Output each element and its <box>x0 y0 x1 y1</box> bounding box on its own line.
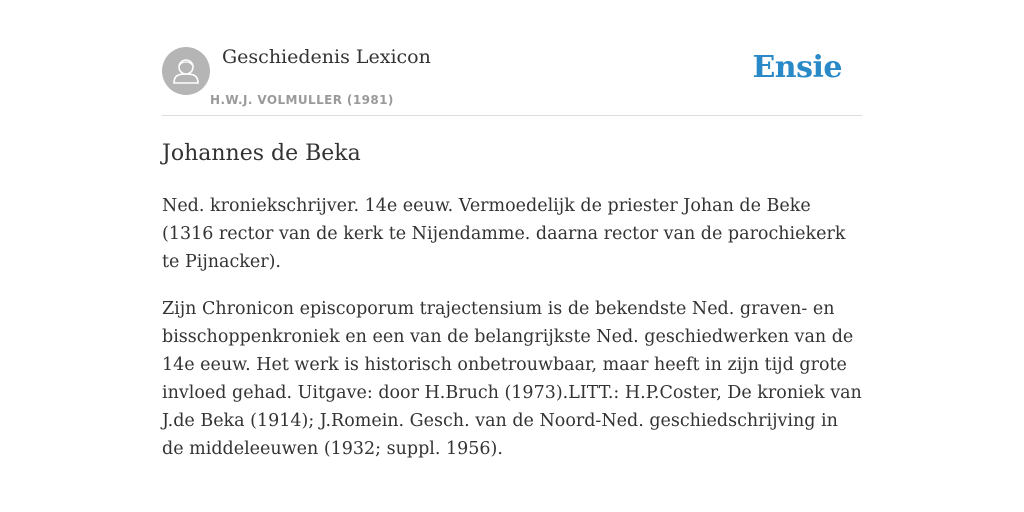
user-avatar-icon[interactable] <box>162 47 210 95</box>
entry-paragraph: Ned. kroniekschrijver. 14e eeuw. Vermoedelijk de priester Johan de Beke (1316 rector van de kerk te Nijendamme. daarna rector van de parochiekerk te Pijnacker). <box>162 196 846 272</box>
source-header <box>162 0 862 116</box>
brand-logo[interactable]: Ensie <box>752 50 842 85</box>
source-author: H.W.J. VOLMULLER (1981) <box>210 93 394 107</box>
entry-paragraph: Zijn Chronicon episcoporum trajectensium is de bekendste Ned. graven- en bisschoppenkroniek en een van de belangrijkste Ned. geschiedwerken van de 14e eeuw. Het werk is historisch onbetrouwbaar, maar heeft in zijn tijd grote invloed gehad. Uitgave: door H.Bruch (1973).LITT.: H.P.Coster, De kroniek van J.de Beka (1914); J.Romein. Gesch. van de Noord-Ned. geschiedschrijving in de middeleeuwen (1932; suppl. 1956). <box>162 299 862 459</box>
source-title[interactable]: Geschiedenis Lexicon <box>222 46 431 68</box>
entry-title: Johannes de Beka <box>162 141 361 166</box>
entry-card <box>162 0 862 459</box>
